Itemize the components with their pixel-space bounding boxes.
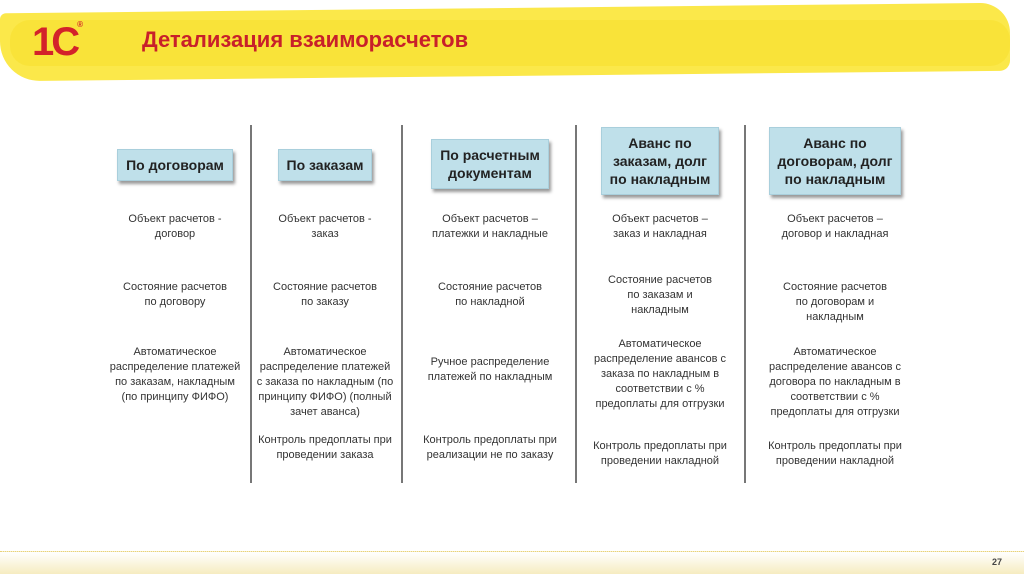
column-by-orders <box>240 125 410 461</box>
logo-1c: 1С® <box>32 20 84 64</box>
cell: Автоматическое распределение платежей с заказа по накладным (по принципу ФИФО) (полный зачет аванса) <box>256 346 394 418</box>
cell: Автоматическое распределение авансов с заказа по накладным в соответствии с % предоплаты для отгрузки <box>594 338 726 410</box>
cell: Автоматическое распределение платежей по заказам, накладным (по принципу ФИФО) <box>109 346 241 403</box>
cell: Контроль предоплаты при проведении заказа <box>258 434 392 461</box>
cell: Объект расчетов – заказ и накладная <box>612 213 708 240</box>
cell: Ручное распределение платежей по накладным <box>427 356 553 383</box>
column-header: По расчетным документам <box>431 139 549 189</box>
cell: Состояние расчетов по накладной <box>438 281 542 308</box>
cell: Контроль предоплаты при реализации не по заказу <box>423 434 557 461</box>
cell: Состояние расчетов по договору <box>123 281 227 308</box>
column-advance-by-contracts <box>750 125 920 467</box>
cell: Объект расчетов - договор <box>128 213 222 240</box>
cell: Контроль предоплаты при проведении накладной <box>593 440 727 467</box>
page-number: 27 <box>991 557 1002 567</box>
cell: Объект расчетов – платежки и накладные <box>432 213 548 240</box>
slide-title: Детализация взаиморасчетов <box>142 27 469 52</box>
column-advance-by-orders <box>575 125 745 467</box>
cell: Состояние расчетов по заказам и накладным <box>608 274 712 316</box>
cell: Состояние расчетов по договорам и накладным <box>783 281 887 323</box>
column-header: По заказам <box>278 149 373 181</box>
column-by-settlement-documents <box>405 125 575 461</box>
cell: Объект расчетов – договор и накладная <box>781 213 889 240</box>
footer-band <box>0 551 1024 574</box>
cell: Объект расчетов - заказ <box>278 213 372 240</box>
column-header: По договорам <box>117 149 233 181</box>
cell: Автоматическое распределение авансов с договора по накладным в соответствии с % предоплаты для отгрузки <box>769 346 901 418</box>
column-by-contracts <box>90 125 260 403</box>
column-header: Аванс по заказам, долг по накладным <box>601 127 720 195</box>
cell: Контроль предоплаты при проведении накладной <box>768 440 902 467</box>
cell: Состояние расчетов по заказу <box>273 281 377 308</box>
column-header: Аванс по договорам, долг по накладным <box>769 127 902 195</box>
